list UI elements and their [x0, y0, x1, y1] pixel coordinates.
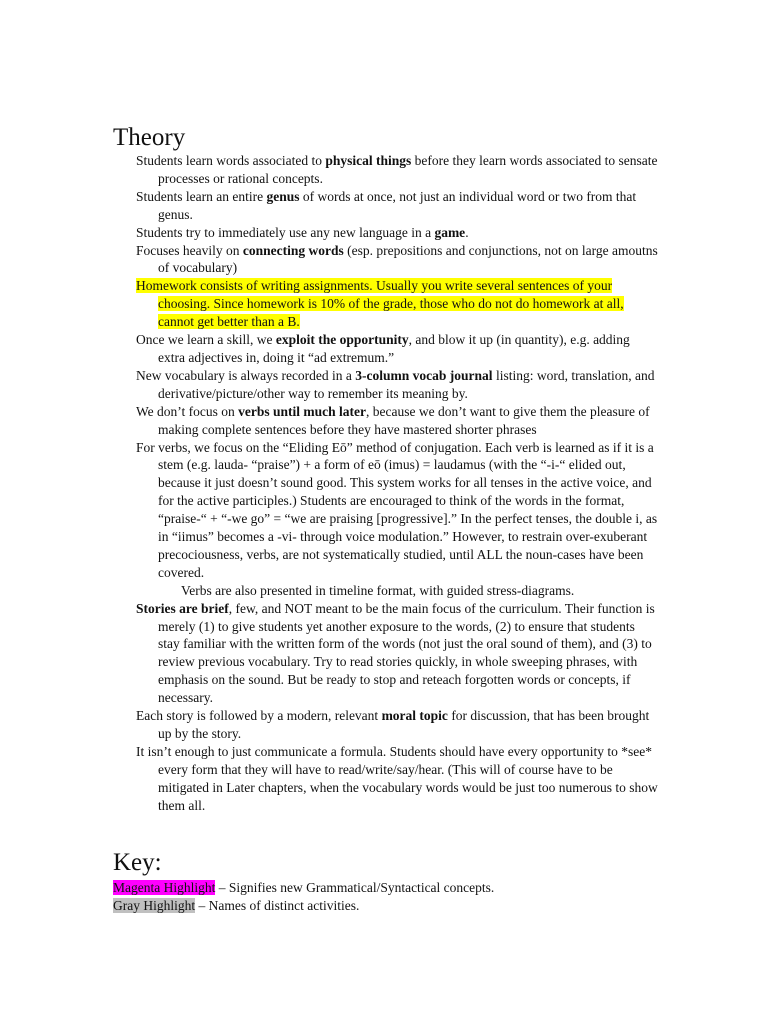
bold-term: 3-column vocab journal	[355, 367, 493, 383]
yellow-highlight	[136, 278, 624, 329]
theory-heading: Theory	[113, 124, 186, 151]
item-text: , because we don’t want to give them the pleasure of making complete sentences before they have mastered shorter phrases	[158, 403, 650, 437]
item-text: .	[465, 224, 469, 240]
bold-term: game	[434, 224, 466, 240]
item-text: before they learn words associated to sensate processes or rational concepts.	[158, 153, 658, 186]
theory-item	[136, 582, 658, 600]
theory-item	[136, 743, 658, 815]
item-text: For verbs, we focus on the “Eliding Eō” method of conjugation. Each verb is learned as if it is a stem (e.g. lauda- “praise”) + a form of eō (imus) = laudamus (with the “-i-“ elided out, because it just doesn’t sound good. This system works for all tenses in the active voice, and for the active participles.) Students are encouraged to think of the words in the format, “praise-“ + “-we go” = “we are praising [progressive].” In the perfect tenses, the double i, as in “iimus” becomes a -vi- through voice modulation.” However, to restrain over-exuberant precociousness, verbs, are not systematically studied, until ALL the noun-cases have been covered.	[136, 439, 658, 580]
key-desc-gray: – Names of distinct activities.	[195, 898, 360, 913]
theory-item	[136, 331, 658, 367]
theory-item	[136, 277, 658, 331]
key-label-gray: Gray Highlight	[113, 898, 196, 913]
key-entry-gray	[113, 897, 673, 915]
bold-term: Stories are brief	[136, 600, 229, 616]
item-text: Verbs are also presented in timeline format, with guided stress-diagrams.	[181, 582, 575, 598]
theory-item	[136, 152, 658, 188]
key-desc-magenta: – Signifies new Grammatical/Syntactical concepts.	[215, 880, 495, 895]
bold-term: physical things	[325, 153, 412, 168]
item-text: of words at once, not just an individual word or two from that genus.	[158, 188, 637, 222]
key-heading: Key:	[113, 849, 162, 876]
item-text: Students try to immediately use any new language in a	[136, 224, 435, 240]
theory-item	[136, 403, 658, 439]
theory-item	[136, 439, 658, 582]
item-text: We don’t focus on	[136, 403, 239, 419]
item-text: for discussion, that has been brought up by the story.	[158, 708, 650, 741]
key-label-magenta: Magenta Highlight	[113, 880, 216, 895]
item-text: listing: word, translation, and derivative/picture/other way to remember its meaning by.	[158, 367, 655, 401]
item-text: Focuses heavily on	[136, 242, 243, 258]
bold-term: exploit the opportunity	[275, 332, 409, 348]
bold-term: verbs until much later	[238, 403, 367, 419]
theory-item	[136, 600, 658, 707]
theory-item	[136, 188, 658, 224]
item-text: New vocabulary is always recorded in a	[136, 367, 356, 383]
bold-term: moral topic	[381, 708, 448, 724]
item-text: Once we learn a skill, we	[136, 332, 276, 348]
item-text: (esp. prepositions and conjunctions, not on large amoutns of vocabulary)	[158, 242, 658, 276]
item-text: Students learn an entire	[136, 188, 267, 204]
theory-item	[136, 707, 658, 743]
item-text: , and blow it up (in quantity), e.g. adding extra adjectives in, doing it “ad extremum.”	[158, 332, 630, 365]
theory-item	[136, 224, 658, 242]
item-text: Homework consists of writing assignments. Usually you write several sentences of your choosing. Since homework is 10% of the grade, those who do not do homework at all, cannot get better than a B.	[136, 278, 624, 330]
theory-item	[136, 242, 658, 278]
item-text: Each story is followed by a modern, relevant	[136, 708, 382, 724]
item-text: Students learn words associated to	[136, 153, 326, 168]
theory-item	[136, 367, 658, 403]
theory-list	[136, 152, 658, 815]
bold-term: connecting words	[242, 242, 344, 258]
key-entry-magenta	[113, 879, 673, 897]
item-text: It isn’t enough to just communicate a formula. Students should have every opportunity to *see* every form that they will have to read/write/say/hear. (This will of course have to be mitigated in Later chapters, when the vocabulary words would be just too numerous to show them all.	[136, 743, 658, 813]
bold-term: genus	[266, 188, 300, 204]
key-list	[113, 879, 673, 915]
item-text: , few, and NOT meant to be the main focus of the curriculum. Their function is merely (1) to give students yet another exposure to the words, (2) to ensure that students stay familiar with the written form of the words (not just the oral sound of them), and (3) to review previous vocabulary. Try to read stories quickly, in whole sweeping phrases, with emphasis on the sound. But be ready to stop and reteach forgotten words or concepts, if necessary.	[158, 600, 655, 706]
